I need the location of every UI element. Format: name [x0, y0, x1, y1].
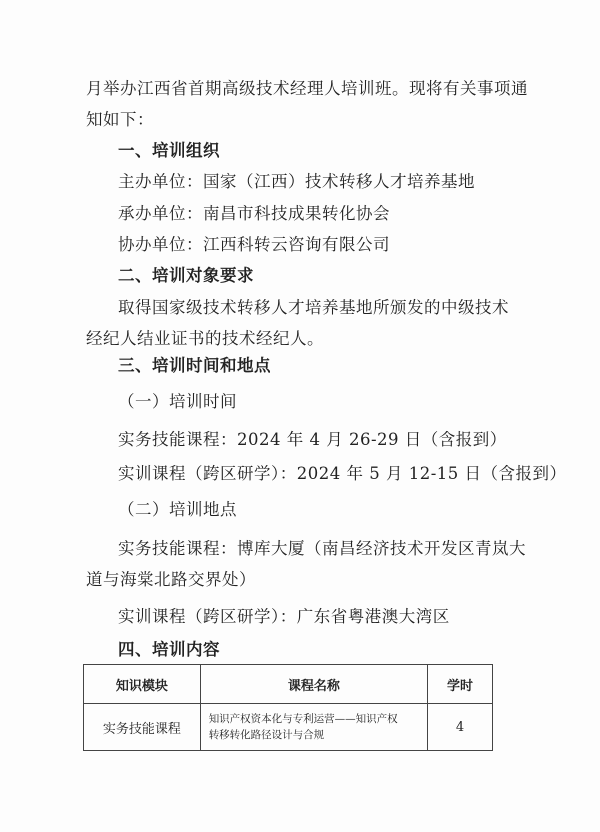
training-content-table — [83, 664, 493, 751]
requirement-line-2: 经纪人结业证书的技术经纪人。 — [86, 329, 324, 348]
table-row — [84, 704, 493, 751]
table-header-row — [84, 665, 493, 704]
intro-line-2: 知如下： — [86, 110, 154, 129]
undertake-unit: 承办单位：南昌市科技成果转化协会 — [118, 204, 390, 223]
time-training-course: 实训课程（跨区研学）：2024 年 5 月 12-15 日（含报到） — [118, 464, 567, 483]
cell-hours: 4 — [428, 704, 493, 751]
intro-line-1: 月举办江西省首期高级技术经理人培训班。现将有关事项通 — [86, 79, 528, 98]
header-course-name: 课程名称 — [200, 665, 427, 704]
header-knowledge-module: 知识模块 — [84, 665, 201, 704]
course-name-line-2: 转移转化路径设计与合规 — [208, 729, 325, 741]
place-practice-line-1: 实务技能课程：博库大厦（南昌经济技术开发区青岚大 — [118, 539, 526, 558]
section-heading-content: 四、培训内容 — [118, 640, 220, 659]
requirement-line-1: 取得国家级技术转移人才培养基地所颁发的中级技术 — [118, 298, 509, 317]
subheading-time: （一）培训时间 — [118, 392, 237, 411]
cell-module: 实务技能课程 — [84, 704, 201, 751]
section-heading-time-place: 三、培训时间和地点 — [118, 356, 271, 375]
host-unit: 主办单位：国家（江西）技术转移人才培养基地 — [118, 172, 475, 191]
section-heading-requirements: 二、培训对象要求 — [118, 266, 254, 285]
subheading-place: （二）培训地点 — [118, 500, 237, 519]
cell-course-name — [200, 704, 427, 751]
time-practice-course: 实务技能课程：2024 年 4 月 26-29 日（含报到） — [118, 430, 507, 449]
place-practice-line-2: 道与海棠北路交界处） — [86, 570, 256, 589]
place-training-course: 实训课程（跨区研学）：广东省粤港澳大湾区 — [118, 607, 450, 626]
assist-unit: 协办单位：江西科转云咨询有限公司 — [118, 235, 390, 254]
header-hours: 学时 — [428, 665, 493, 704]
course-name-line-1: 知识产权资本化与专利运营——知识产权 — [208, 713, 398, 725]
section-heading-organization: 一、培训组织 — [118, 141, 220, 160]
